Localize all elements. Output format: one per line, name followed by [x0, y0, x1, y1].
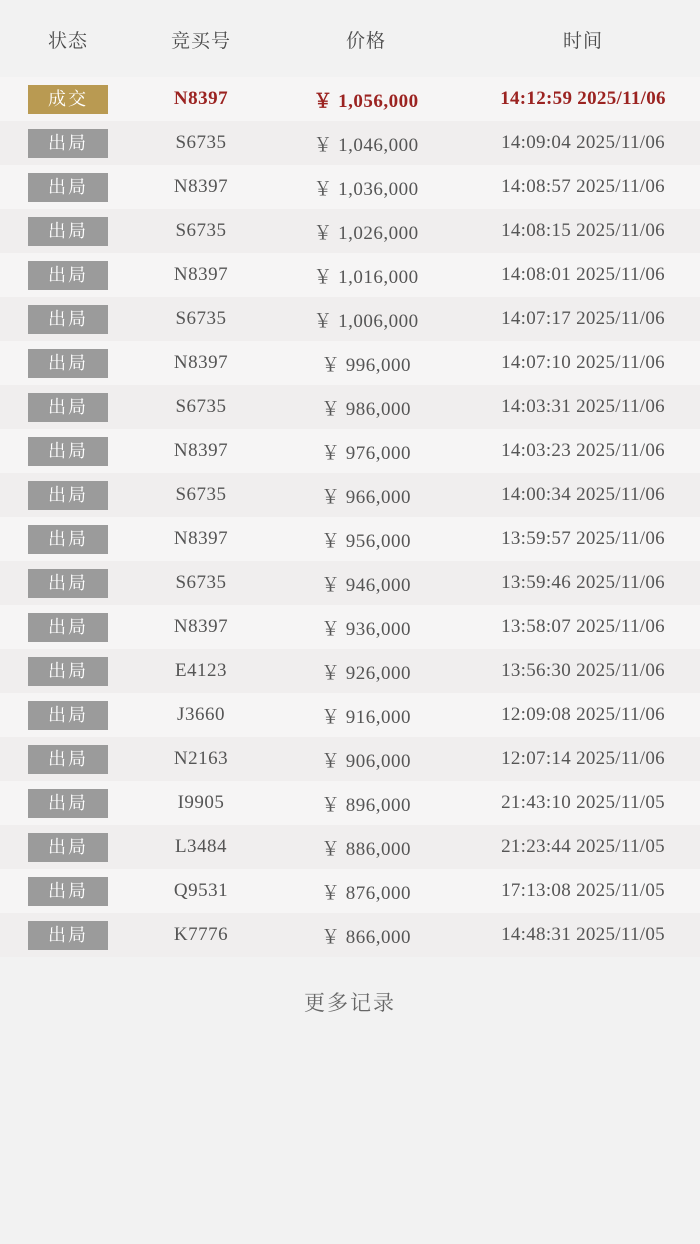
row-price: ￥ 926,000 — [320, 662, 411, 684]
row-price: ￥ 1,056,000 — [313, 90, 419, 112]
row-price: ￥ 1,006,000 — [313, 310, 419, 332]
row-price: ￥ 896,000 — [320, 794, 411, 816]
status-badge: 出局 — [28, 305, 108, 334]
row-time: 13:56:30 2025/11/06 — [501, 660, 665, 681]
table-row — [0, 825, 700, 869]
row-status-cell — [0, 121, 136, 165]
row-price: ￥ 946,000 — [320, 574, 411, 596]
row-bidder-number: Q9531 — [173, 880, 229, 901]
row-bidder-number: N8397 — [173, 352, 229, 373]
row-price: ￥ 986,000 — [320, 398, 411, 420]
row-price: ￥ 886,000 — [320, 838, 411, 860]
row-time: 21:23:44 2025/11/05 — [501, 836, 665, 857]
row-bidder-number: N8397 — [173, 440, 229, 461]
row-bidder-number: N8397 — [173, 616, 229, 637]
status-badge: 出局 — [28, 129, 108, 158]
table-row — [0, 781, 700, 825]
row-status-cell — [0, 825, 136, 869]
table-row — [0, 209, 700, 253]
status-badge: 出局 — [28, 217, 108, 246]
row-status-cell — [0, 737, 136, 781]
row-bidder-number: N2163 — [173, 748, 229, 769]
status-badge: 出局 — [28, 173, 108, 202]
column-header-price: 价格 — [266, 0, 466, 77]
row-status-cell — [0, 385, 136, 429]
row-time: 14:08:01 2025/11/06 — [501, 264, 665, 285]
row-price: ￥ 876,000 — [320, 882, 411, 904]
column-header-status: 状态 — [0, 0, 136, 77]
table-row — [0, 297, 700, 341]
row-time: 14:08:57 2025/11/06 — [501, 176, 665, 197]
table-row — [0, 605, 700, 649]
row-price: ￥ 1,016,000 — [313, 266, 419, 288]
status-badge: 出局 — [28, 833, 108, 862]
row-status-cell — [0, 429, 136, 473]
row-time: 17:13:08 2025/11/05 — [501, 880, 665, 901]
row-bidder-number: S6735 — [175, 484, 227, 505]
row-bidder-number: S6735 — [175, 132, 227, 153]
status-badge: 出局 — [28, 921, 108, 950]
status-badge: 出局 — [28, 789, 108, 818]
row-time: 13:59:57 2025/11/06 — [501, 528, 665, 549]
table-row — [0, 385, 700, 429]
row-bidder-number: N8397 — [173, 528, 229, 549]
status-badge: 出局 — [28, 877, 108, 906]
table-row — [0, 473, 700, 517]
row-status-cell — [0, 341, 136, 385]
row-price: ￥ 936,000 — [320, 618, 411, 640]
status-badge: 出局 — [28, 745, 108, 774]
row-status-cell — [0, 517, 136, 561]
row-time: 12:07:14 2025/11/06 — [501, 748, 665, 769]
row-bidder-number: I9905 — [177, 792, 225, 813]
row-status-cell — [0, 605, 136, 649]
row-time: 13:59:46 2025/11/06 — [501, 572, 665, 593]
status-badge: 出局 — [28, 349, 108, 378]
row-status-cell — [0, 781, 136, 825]
row-time: 14:09:04 2025/11/06 — [501, 132, 665, 153]
table-header — [0, 0, 700, 77]
row-status-cell — [0, 209, 136, 253]
row-bidder-number: N8397 — [173, 176, 229, 197]
table-row — [0, 737, 700, 781]
status-badge: 出局 — [28, 481, 108, 510]
status-badge: 出局 — [28, 657, 108, 686]
column-header-bidder: 竞买号 — [136, 0, 266, 77]
row-status-cell — [0, 561, 136, 605]
column-header-time: 时间 — [466, 0, 700, 77]
row-status-cell — [0, 253, 136, 297]
table-body — [0, 77, 700, 957]
row-bidder-number: S6735 — [175, 220, 227, 241]
row-price: ￥ 916,000 — [320, 706, 411, 728]
status-badge: 出局 — [28, 393, 108, 422]
table-row — [0, 253, 700, 297]
row-time: 14:00:34 2025/11/06 — [501, 484, 665, 505]
row-bidder-number: J3660 — [177, 704, 225, 725]
row-price: ￥ 866,000 — [320, 926, 411, 948]
row-time: 14:03:23 2025/11/06 — [501, 440, 665, 461]
table-row — [0, 77, 700, 121]
status-badge: 出局 — [28, 701, 108, 730]
status-badge: 出局 — [28, 569, 108, 598]
row-status-cell — [0, 649, 136, 693]
row-time: 14:07:10 2025/11/06 — [501, 352, 665, 373]
status-badge: 出局 — [28, 525, 108, 554]
table-row — [0, 561, 700, 605]
row-status-cell — [0, 297, 136, 341]
row-price: ￥ 1,026,000 — [313, 222, 419, 244]
row-status-cell — [0, 473, 136, 517]
row-time: 14:03:31 2025/11/06 — [501, 396, 665, 417]
table-row — [0, 693, 700, 737]
row-bidder-number: N8397 — [173, 264, 229, 285]
table-row — [0, 649, 700, 693]
row-bidder-number: E4123 — [174, 660, 228, 681]
row-time: 14:12:59 2025/11/06 — [500, 88, 666, 109]
row-price: ￥ 956,000 — [320, 530, 411, 552]
row-bidder-number: S6735 — [175, 572, 227, 593]
row-bidder-number: S6735 — [175, 308, 227, 329]
table-header-row — [0, 0, 700, 77]
more-records-button[interactable]: 更多记录 — [304, 992, 396, 1015]
row-time: 14:08:15 2025/11/06 — [501, 220, 665, 241]
table-row — [0, 913, 700, 957]
table-row — [0, 341, 700, 385]
row-status-cell — [0, 913, 136, 957]
table-row — [0, 429, 700, 473]
row-time: 12:09:08 2025/11/06 — [501, 704, 665, 725]
row-time: 21:43:10 2025/11/05 — [501, 792, 665, 813]
status-badge: 成交 — [28, 85, 108, 114]
row-price: ￥ 1,036,000 — [313, 178, 419, 200]
row-status-cell — [0, 165, 136, 209]
row-status-cell — [0, 869, 136, 913]
row-status-cell — [0, 77, 136, 121]
row-bidder-number: K7776 — [173, 924, 229, 945]
row-price: ￥ 906,000 — [320, 750, 411, 772]
row-bidder-number: S6735 — [175, 396, 227, 417]
status-badge: 出局 — [28, 613, 108, 642]
row-time: 14:07:17 2025/11/06 — [501, 308, 665, 329]
row-time: 14:48:31 2025/11/05 — [501, 924, 665, 945]
status-badge: 出局 — [28, 437, 108, 466]
row-price: ￥ 966,000 — [320, 486, 411, 508]
row-bidder-number: L3484 — [174, 836, 228, 857]
status-badge: 出局 — [28, 261, 108, 290]
row-time: 13:58:07 2025/11/06 — [501, 616, 665, 637]
table-row — [0, 869, 700, 913]
table-row — [0, 165, 700, 209]
row-price: ￥ 976,000 — [320, 442, 411, 464]
row-price: ￥ 1,046,000 — [313, 134, 419, 156]
row-price: ￥ 996,000 — [320, 354, 411, 376]
table-row — [0, 121, 700, 165]
row-bidder-number: N8397 — [173, 88, 229, 109]
table-row — [0, 517, 700, 561]
row-status-cell — [0, 693, 136, 737]
